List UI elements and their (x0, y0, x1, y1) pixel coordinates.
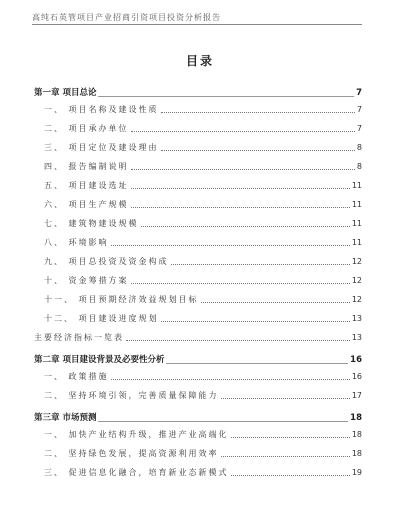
toc-entry-label: 二、 项目承办单位 (44, 124, 129, 133)
toc-page-number: 18 (351, 430, 362, 439)
toc-entry-label: 第二章 项目建设背景及必要性分析 (34, 355, 165, 365)
toc-entry-label: 第三章 市场预测 (34, 413, 97, 423)
toc-page-number: 12 (351, 257, 362, 266)
toc-dot-leader (126, 340, 350, 341)
toc-entry-label: 十、 资金筹措方案 (44, 276, 129, 285)
toc-page-number: 11 (351, 200, 362, 209)
toc-dot-leader (111, 245, 350, 246)
toc-dot-leader (161, 150, 355, 151)
toc-entry-label: 十二、 项目建设进度规划 (44, 314, 159, 323)
toc-page-number: 7 (356, 124, 362, 133)
toc-chapter-entry[interactable] (34, 80, 362, 100)
toc-page-number: 7 (356, 88, 362, 98)
toc-section-entry[interactable] (34, 309, 362, 328)
toc-page-number: 19 (351, 468, 362, 477)
toc-page-number: 17 (351, 391, 362, 400)
toc-section-entry[interactable] (34, 425, 362, 444)
toc-page-number: 11 (351, 238, 362, 247)
toc-page-number: 18 (351, 449, 362, 458)
toc-dot-leader (131, 207, 350, 208)
toc-page-number: 13 (351, 314, 362, 323)
toc-page-number: 11 (351, 181, 362, 190)
toc-entry-label: 第一章 项目总论 (34, 88, 97, 98)
toc-page-number: 11 (351, 219, 362, 228)
toc-section-entry[interactable] (34, 290, 362, 309)
toc-section-entry[interactable] (34, 386, 362, 405)
toc-chapter-entry[interactable] (34, 405, 362, 425)
page-header: 高纯石英管项目产业招商引资项目投资分析报告 (32, 13, 221, 22)
toc-section-entry[interactable] (34, 252, 362, 271)
toc-dot-leader (166, 363, 348, 364)
toc-section-entry[interactable] (34, 138, 362, 157)
toc-dot-leader (131, 188, 350, 189)
toc-dot-leader (201, 302, 350, 303)
toc-section-entry[interactable] (34, 176, 362, 195)
toc-page-number: 12 (351, 295, 362, 304)
toc-section-entry[interactable] (34, 100, 362, 119)
toc-section-entry[interactable] (34, 463, 362, 482)
toc-entry-label: 一、 项目名称及建设性质 (44, 105, 159, 114)
toc-page-number: 18 (350, 413, 362, 423)
toc-entry-label: 三、 项目定位及建设理由 (44, 143, 159, 152)
toc-page-number: 16 (351, 372, 362, 381)
toc-entry-label: 十一、 项目预期经济效益规划目标 (44, 295, 199, 304)
toc-entry-label: 主要经济指标一览表 (34, 333, 124, 342)
toc-section-entry[interactable] (34, 195, 362, 214)
toc-entry-label: 一、 政策措施 (44, 372, 109, 381)
toc-section-entry[interactable] (34, 214, 362, 233)
toc-section-entry[interactable] (34, 444, 362, 463)
toc-dot-leader (221, 398, 350, 399)
toc-chapter-entry[interactable] (34, 347, 362, 367)
toc-page-number: 7 (356, 105, 362, 114)
toc-dot-leader (231, 437, 350, 438)
toc-title: 目录 (185, 54, 214, 68)
toc-section-entry[interactable] (34, 328, 362, 347)
table-of-contents (34, 80, 362, 482)
toc-entry-label: 七、 建筑物建设规模 (44, 219, 139, 228)
toc-dot-leader (171, 264, 350, 265)
toc-dot-leader (161, 112, 355, 113)
toc-section-entry[interactable] (34, 119, 362, 138)
toc-section-entry[interactable] (34, 233, 362, 252)
toc-page-number: 8 (356, 143, 362, 152)
toc-entry-label: 八、 环境影响 (44, 238, 109, 247)
toc-dot-leader (111, 379, 350, 380)
toc-dot-leader (98, 421, 348, 422)
header-rule (32, 24, 362, 25)
toc-page-number: 12 (351, 276, 362, 285)
toc-entry-label: 五、 项目建设选址 (44, 181, 129, 190)
toc-entry-label: 四、 报告编制说明 (44, 162, 129, 171)
toc-dot-leader (98, 96, 354, 97)
toc-page-number: 16 (350, 355, 362, 365)
toc-section-entry[interactable] (34, 271, 362, 290)
toc-section-entry[interactable] (34, 367, 362, 386)
toc-dot-leader (221, 456, 350, 457)
toc-page-number: 8 (356, 162, 362, 171)
toc-entry-label: 九、 项目总投资及资金构成 (44, 257, 169, 266)
toc-dot-leader (131, 169, 355, 170)
toc-dot-leader (131, 283, 350, 284)
toc-dot-leader (141, 226, 350, 227)
toc-entry-label: 二、 坚持环境引领，完善质量保障能力 (44, 391, 219, 400)
toc-section-entry[interactable] (34, 157, 362, 176)
toc-entry-label: 一、 加快产业结构升级，推进产业高端化 (44, 430, 229, 439)
toc-entry-label: 二、 坚持绿色发展，提高资源利用效率 (44, 449, 219, 458)
toc-page-number: 13 (351, 333, 362, 342)
toc-dot-leader (161, 321, 350, 322)
toc-entry-label: 三、 促进信息化融合，培育新业态新模式 (44, 468, 229, 477)
toc-dot-leader (131, 131, 355, 132)
toc-entry-label: 六、 项目生产规模 (44, 200, 129, 209)
toc-dot-leader (231, 475, 350, 476)
